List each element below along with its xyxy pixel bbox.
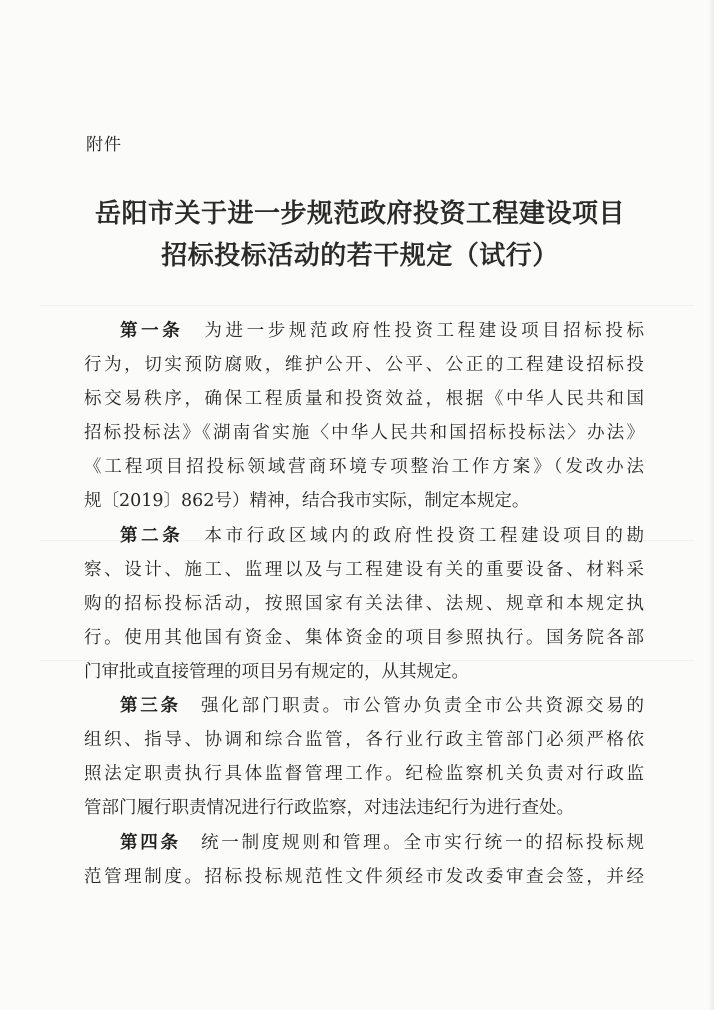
article-1-line: 规〔2019〕862号）精神，结合我市实际，制定本规定。	[84, 491, 530, 511]
document-body	[84, 0, 644, 1010]
article-1-text: 为进一步规范政府性投资工程建设项目招标投标	[204, 321, 645, 341]
article-1-heading: 第一条	[120, 321, 184, 341]
article-2-line: 行。使用其他国有资金、集体资金的项目参照执行。国务院各部	[84, 628, 644, 648]
article-1-line: 行为，切实预防腐败，维护公开、公平、公正的工程建设招标投	[84, 355, 644, 375]
article-2-line: 购的招标投标活动，按照国家有关法律、法规、规章和本规定执	[84, 594, 644, 614]
article-1-first-line	[120, 318, 644, 344]
article-3-text: 强化部门职责。市公管办负责全市公共资源交易的	[201, 696, 645, 716]
article-2-heading: 第二条	[120, 526, 184, 546]
article-4-text: 统一制度规则和管理。全市实行统一的招标投标规	[201, 833, 645, 853]
article-4-first-line	[120, 830, 644, 856]
article-2-line: 门审批或直接管理的项目另有规定的，从其规定。	[84, 662, 469, 682]
article-3-line: 管部门履行职责情况进行行政监察，对违法违纪行为进行查处。	[84, 798, 574, 818]
article-1-line: 标交易秩序，确保工程质量和投资效益，根据《中华人民共和国	[84, 389, 644, 409]
attachment-label: 附件	[86, 135, 122, 155]
document-title-line-2: 招标投标活动的若干规定（试行）	[161, 241, 559, 271]
article-2-text: 本市行政区域内的政府性投资工程建设项目的勘	[204, 526, 645, 546]
article-3-first-line	[120, 693, 644, 719]
document-title-line-1: 岳阳市关于进一步规范政府投资工程建设项目	[94, 199, 625, 229]
article-4-line: 范管理制度。招标投标规范性文件须经市发改委审查会签，并经	[84, 867, 644, 887]
article-3-heading: 第三条	[120, 696, 181, 716]
article-4-heading: 第四条	[120, 833, 181, 853]
article-3-line: 组织、指导、协调和综合监管，各行业行政主管部门必须严格依	[84, 730, 644, 750]
scan-edge	[708, 0, 714, 1010]
article-1-line: 《工程项目招投标领域营商环境专项整治工作方案》（发改办法	[84, 457, 644, 477]
article-3-line: 照法定职责执行具体监督管理工作。纪检监察机关负责对行政监	[84, 764, 644, 784]
article-2-line: 察、设计、施工、监理以及与工程建设有关的重要设备、材料采	[84, 560, 644, 580]
article-2-first-line	[120, 523, 644, 549]
article-1-line: 招标投标法》《湖南省实施〈中华人民共和国招标投标法〉办法》	[84, 423, 644, 443]
